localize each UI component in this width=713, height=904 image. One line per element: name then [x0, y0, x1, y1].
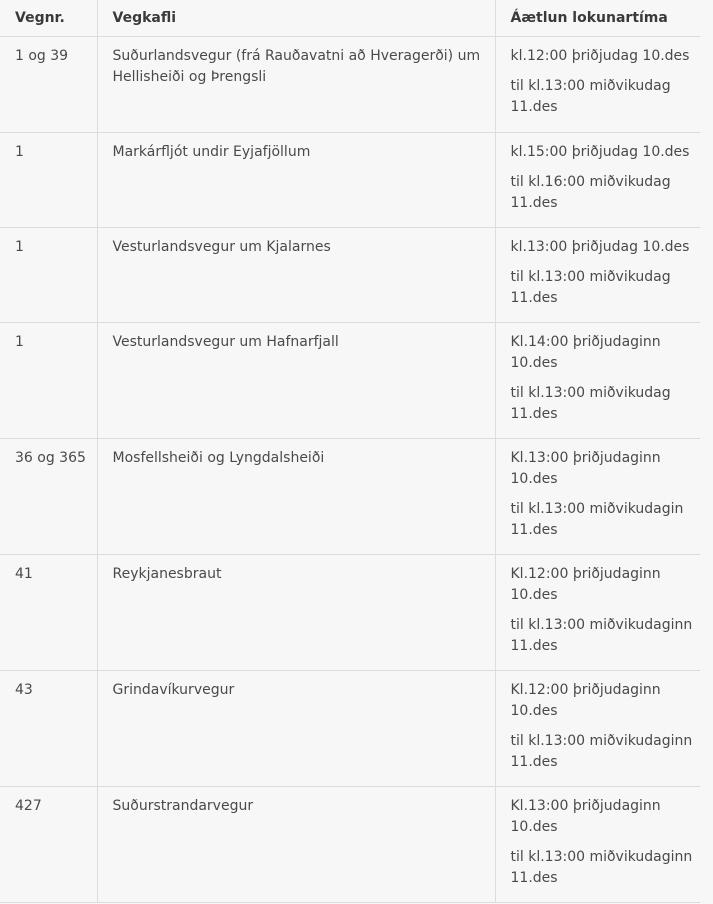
cell-vegkafli: Vesturlandsvegur um Hafnarfjall	[97, 323, 495, 439]
cell-vegnr: 1 og 39	[0, 37, 97, 133]
cell-time	[495, 37, 700, 133]
cell-time	[495, 439, 700, 555]
cell-vegkafli: Vesturlandsvegur um Kjalarnes	[97, 228, 495, 323]
cell-vegkafli: Suðurlandsvegur (frá Rauðavatni að Hveragerði) um Hellisheiði og Þrengsli	[97, 37, 495, 133]
cell-vegnr: 1	[0, 228, 97, 323]
table-row	[0, 787, 700, 903]
table-row	[0, 671, 700, 787]
header-vegkafli: Vegkafli	[97, 0, 495, 37]
closure-end: til kl.13:00 miðvikudagin 11.des	[510, 501, 684, 538]
cell-vegkafli: Grindavíkurvegur	[97, 671, 495, 787]
cell-time	[495, 671, 700, 787]
closure-end: til kl.13:00 miðvikudag 11.des	[510, 269, 671, 306]
closure-end: til kl.13:00 miðvikudag 11.des	[510, 78, 671, 115]
table-row	[0, 323, 700, 439]
cell-time	[495, 133, 700, 228]
closure-start: Kl.13:00 þriðjudaginn 10.des	[510, 798, 661, 835]
closure-start: kl.13:00 þriðjudag 10.des	[510, 239, 690, 255]
table-row	[0, 439, 700, 555]
header-vegnr: Vegnr.	[0, 0, 97, 37]
cell-vegkafli: Markárfljót undir Eyjafjöllum	[97, 133, 495, 228]
closure-end: til kl.13:00 miðvikudaginn 11.des	[510, 733, 693, 770]
header-row	[0, 0, 700, 37]
closure-end: til kl.13:00 miðvikudaginn 11.des	[510, 617, 693, 654]
cell-vegnr: 43	[0, 671, 97, 787]
cell-time	[495, 228, 700, 323]
closure-start: Kl.12:00 þriðjudaginn 10.des	[510, 566, 661, 603]
closure-start: kl.12:00 þriðjudag 10.des	[510, 48, 690, 64]
closure-start: Kl.12:00 þriðjudaginn 10.des	[510, 682, 661, 719]
cell-vegnr: 36 og 365	[0, 439, 97, 555]
closure-end: til kl.13:00 miðvikudaginn 11.des	[510, 849, 693, 886]
closure-start: kl.15:00 þriðjudag 10.des	[510, 144, 690, 160]
table-row	[0, 555, 700, 671]
table-row	[0, 37, 700, 133]
cell-vegnr: 1	[0, 133, 97, 228]
closure-start: Kl.14:00 þriðjudaginn 10.des	[510, 334, 661, 371]
cell-vegnr: 1	[0, 323, 97, 439]
cell-vegkafli: Reykjanesbraut	[97, 555, 495, 671]
table-row	[0, 133, 700, 228]
cell-vegnr: 427	[0, 787, 97, 903]
closure-end: til kl.16:00 miðvikudag 11.des	[510, 174, 671, 211]
closure-end: til kl.13:00 miðvikudag 11.des	[510, 385, 671, 422]
cell-vegkafli: Suðurstrandarvegur	[97, 787, 495, 903]
cell-time	[495, 555, 700, 671]
cell-time	[495, 323, 700, 439]
closure-start: Kl.13:00 þriðjudaginn 10.des	[510, 450, 661, 487]
cell-time	[495, 787, 700, 903]
header-lokunartimi: Áætlun lokunartíma	[495, 0, 700, 37]
cell-vegkafli: Mosfellsheiði og Lyngdalsheiði	[97, 439, 495, 555]
cell-vegnr: 41	[0, 555, 97, 671]
table-row	[0, 228, 700, 323]
